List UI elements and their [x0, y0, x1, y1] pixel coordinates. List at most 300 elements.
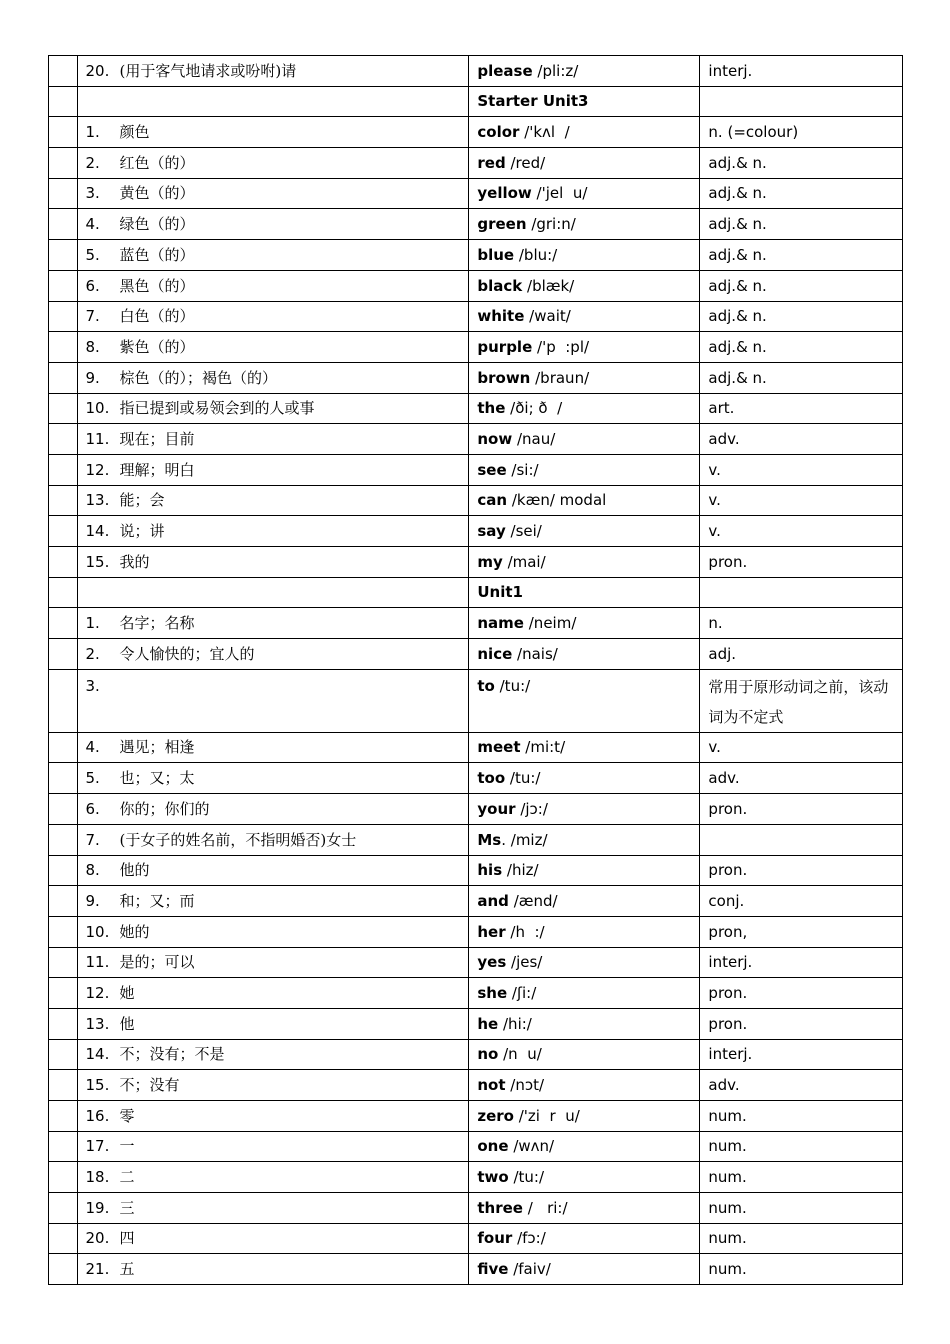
phonetic: /pli:z/ [532, 61, 579, 80]
chinese-meaning: 理解；明白 [119, 460, 195, 479]
chinese-meaning: 一 [119, 1137, 135, 1156]
part-of-speech: v. [700, 485, 903, 516]
part-of-speech: v. [700, 454, 903, 485]
word-cell [469, 1039, 700, 1070]
vocab-row [49, 1254, 903, 1285]
entry-number: 10. [85, 922, 110, 941]
vocab-row [49, 763, 903, 794]
part-of-speech: adj.& n. [700, 209, 903, 240]
part-of-speech: adj.& n. [700, 362, 903, 393]
phonetic: /jes/ [506, 953, 543, 972]
word-cell [469, 1193, 700, 1224]
vocabulary-table-body [49, 56, 903, 1285]
vocab-row [49, 424, 903, 455]
phonetic: /wʌn/ [508, 1137, 555, 1156]
vocab-row [49, 824, 903, 855]
part-of-speech: num. [700, 1101, 903, 1132]
phonetic: /ʃi:/ [507, 983, 537, 1002]
row-spacer-cell [49, 794, 78, 825]
phonetic: /sei/ [505, 522, 542, 540]
chinese-meaning: 二 [119, 1168, 135, 1187]
part-of-speech: pron. [700, 547, 903, 578]
entry-number: 12. [85, 983, 110, 1002]
vocab-row [49, 1162, 903, 1193]
entry-number: 1. [85, 614, 100, 633]
entry-number: 9. [85, 368, 100, 387]
meaning-cell [77, 1254, 469, 1285]
phonetic: /hiz/ [502, 861, 539, 880]
vocab-row [49, 1008, 903, 1039]
vocab-row [49, 56, 903, 87]
meaning-cell [77, 332, 469, 363]
meaning-cell [77, 886, 469, 917]
section-header-blank [77, 86, 469, 117]
row-spacer-cell [49, 178, 78, 209]
english-word: black [477, 276, 523, 295]
meaning-cell [77, 393, 469, 424]
word-cell [469, 332, 700, 363]
vocab-row [49, 270, 903, 301]
meaning-cell [77, 240, 469, 271]
section-title: Starter Unit3 [469, 86, 700, 117]
phonetic: /gri:n/ [526, 215, 576, 234]
word-cell [469, 1008, 700, 1039]
part-of-speech: adv. [700, 1070, 903, 1101]
entry-number: 7. [85, 830, 100, 849]
word-cell [469, 178, 700, 209]
meaning-cell [77, 1039, 469, 1070]
part-of-speech: adj.& n. [700, 270, 903, 301]
vocab-row [49, 639, 903, 670]
part-of-speech: interj. [700, 947, 903, 978]
word-cell [469, 1131, 700, 1162]
vocab-row [49, 1223, 903, 1254]
phonetic: /blæk/ [522, 276, 575, 295]
vocab-row [49, 393, 903, 424]
section-header-blank [700, 577, 903, 608]
row-spacer-cell [49, 332, 78, 363]
meaning-cell [77, 56, 469, 87]
meaning-cell [77, 947, 469, 978]
meaning-cell [77, 916, 469, 947]
entry-number: 18. [85, 1168, 110, 1187]
meaning-cell [77, 855, 469, 886]
phonetic: / ri:/ [522, 1198, 568, 1217]
meaning-cell [77, 301, 469, 332]
entry-number: 14. [85, 1045, 110, 1064]
row-spacer-cell [49, 454, 78, 485]
chinese-meaning: 不；没有；不是 [119, 1045, 225, 1064]
entry-number: 10. [85, 399, 110, 418]
meaning-cell [77, 608, 469, 639]
entry-number: 12. [85, 460, 110, 479]
phonetic: /neim/ [523, 614, 577, 633]
english-word: your [477, 799, 516, 818]
vocab-row [49, 1131, 903, 1162]
phonetic: /nau/ [512, 429, 556, 448]
part-of-speech: pron. [700, 794, 903, 825]
vocab-row [49, 855, 903, 886]
english-word: blue [477, 245, 515, 264]
phonetic: /n u/ [498, 1045, 542, 1064]
meaning-cell [77, 1008, 469, 1039]
phonetic: /nɔt/ [505, 1076, 545, 1094]
meaning-cell [77, 794, 469, 825]
part-of-speech: pron. [700, 1008, 903, 1039]
word-cell [469, 824, 700, 855]
entry-number: 8. [85, 861, 100, 880]
word-cell [469, 916, 700, 947]
entry-number: 14. [85, 522, 110, 540]
word-cell [469, 608, 700, 639]
chinese-meaning: 他 [119, 1014, 135, 1033]
row-spacer-cell [49, 1131, 78, 1162]
meaning-cell [77, 1223, 469, 1254]
row-spacer-cell [49, 485, 78, 516]
english-word: his [477, 861, 503, 880]
part-of-speech: adv. [700, 763, 903, 794]
part-of-speech: num. [700, 1254, 903, 1285]
word-cell [469, 301, 700, 332]
phonetic: /mi:t/ [520, 738, 566, 757]
meaning-cell [77, 824, 469, 855]
row-spacer-cell [49, 1254, 78, 1285]
vocabulary-table [48, 55, 903, 1285]
row-spacer-cell [49, 516, 78, 547]
english-word: the [477, 399, 506, 418]
word-cell [469, 794, 700, 825]
chinese-meaning: (用于客气地请求或吩咐)请 [119, 61, 297, 80]
entry-number: 3. [85, 184, 100, 203]
entry-number: 9. [85, 891, 100, 910]
word-cell [469, 516, 700, 547]
vocab-row [49, 332, 903, 363]
chinese-meaning: 名字；名称 [119, 614, 195, 633]
part-of-speech: n. (=colour) [700, 117, 903, 148]
chinese-meaning: 能；会 [119, 491, 165, 510]
part-of-speech: num. [700, 1162, 903, 1193]
english-word: her [477, 922, 506, 941]
word-cell [469, 148, 700, 179]
english-word: my [477, 552, 503, 571]
phonetic: /wait/ [524, 307, 571, 326]
word-cell [469, 732, 700, 763]
meaning-cell [77, 516, 469, 547]
word-cell [469, 669, 700, 732]
entry-number: 1. [85, 123, 100, 142]
part-of-speech: v. [700, 732, 903, 763]
section-title: Unit1 [469, 577, 700, 608]
word-cell [469, 240, 700, 271]
entry-number: 8. [85, 337, 100, 356]
part-of-speech: interj. [700, 1039, 903, 1070]
vocab-row [49, 516, 903, 547]
entry-number: 4. [85, 215, 100, 234]
vocab-row [49, 485, 903, 516]
english-word: yes [477, 953, 507, 972]
part-of-speech: pron. [700, 978, 903, 1009]
entry-number: 13. [85, 491, 110, 510]
row-spacer-cell [49, 1193, 78, 1224]
meaning-cell [77, 1101, 469, 1132]
row-spacer-cell [49, 1101, 78, 1132]
meaning-cell [77, 1193, 469, 1224]
part-of-speech: num. [700, 1223, 903, 1254]
chinese-meaning: (于女子的姓名前，不指明婚否)女士 [119, 830, 357, 849]
phonetic: /tu:/ [508, 1168, 545, 1187]
word-cell [469, 886, 700, 917]
word-cell [469, 424, 700, 455]
phonetic: /ænd/ [508, 891, 558, 910]
chinese-meaning: 红色（的） [119, 153, 195, 172]
vocab-row [49, 1101, 903, 1132]
chinese-meaning: 我的 [119, 552, 150, 571]
vocab-row [49, 978, 903, 1009]
english-word: red [477, 153, 506, 172]
row-spacer-cell [49, 301, 78, 332]
chinese-meaning: 令人愉快的；宜人的 [119, 644, 255, 663]
english-word: can [477, 491, 508, 510]
word-cell [469, 763, 700, 794]
row-spacer-cell [49, 209, 78, 240]
vocab-row [49, 608, 903, 639]
chinese-meaning: 绿色（的） [119, 215, 195, 234]
meaning-cell [77, 763, 469, 794]
row-spacer-cell [49, 978, 78, 1009]
word-cell [469, 270, 700, 301]
entry-number: 11. [85, 429, 110, 448]
english-word: three [477, 1198, 523, 1217]
phonetic: /tu:/ [494, 676, 531, 695]
english-word: say [477, 522, 506, 540]
part-of-speech: num. [700, 1131, 903, 1162]
entry-number: 13. [85, 1014, 110, 1033]
section-header-row [49, 86, 903, 117]
phonetic: /'zi r u/ [513, 1106, 580, 1125]
word-cell [469, 947, 700, 978]
entry-number: 11. [85, 953, 110, 972]
vocab-row [49, 547, 903, 578]
section-header-blank [700, 86, 903, 117]
part-of-speech: adj.& n. [700, 178, 903, 209]
vocab-row [49, 117, 903, 148]
chinese-meaning: 遇见；相逢 [119, 738, 195, 757]
chinese-meaning: 你的；你们的 [119, 799, 210, 818]
meaning-cell [77, 362, 469, 393]
meaning-cell [77, 669, 469, 732]
vocab-row [49, 240, 903, 271]
part-of-speech: adj. [700, 639, 903, 670]
meaning-cell [77, 639, 469, 670]
english-word: name [477, 614, 524, 633]
word-cell [469, 454, 700, 485]
phonetic: /'jel u/ [531, 184, 588, 203]
word-cell [469, 362, 700, 393]
chinese-meaning: 不；没有 [119, 1076, 180, 1094]
word-cell [469, 547, 700, 578]
section-header-blank [77, 577, 469, 608]
chinese-meaning: 她 [119, 983, 135, 1002]
meaning-cell [77, 209, 469, 240]
vocab-row [49, 1039, 903, 1070]
english-word: no [477, 1045, 499, 1064]
meaning-cell [77, 148, 469, 179]
phonetic: /hi:/ [498, 1014, 532, 1033]
english-word: please [477, 61, 533, 80]
word-cell [469, 978, 700, 1009]
english-word: see [477, 460, 507, 479]
english-word: not [477, 1076, 506, 1094]
row-spacer-cell [49, 148, 78, 179]
part-of-speech: adj.& n. [700, 301, 903, 332]
vocab-row [49, 916, 903, 947]
entry-number: 15. [85, 552, 110, 571]
english-word: five [477, 1260, 509, 1279]
phonetic: /nais/ [512, 644, 558, 663]
phonetic: /blu:/ [514, 245, 558, 264]
english-word: color [477, 123, 520, 142]
phonetic: /jɔ:/ [515, 799, 548, 818]
entry-number: 20. [85, 1229, 110, 1248]
section-header-row [49, 577, 903, 608]
vocab-row [49, 454, 903, 485]
vocab-row [49, 886, 903, 917]
phonetic: /tu:/ [505, 769, 541, 788]
part-of-speech: n. [700, 608, 903, 639]
phonetic: /si:/ [506, 460, 539, 479]
part-of-speech: adj.& n. [700, 332, 903, 363]
part-of-speech: adj.& n. [700, 148, 903, 179]
part-of-speech: art. [700, 393, 903, 424]
part-of-speech: adj.& n. [700, 240, 903, 271]
word-cell [469, 117, 700, 148]
entry-number: 5. [85, 245, 100, 264]
vocab-row [49, 178, 903, 209]
meaning-cell [77, 547, 469, 578]
chinese-meaning: 是的；可以 [119, 953, 195, 972]
meaning-cell [77, 178, 469, 209]
chinese-meaning: 颜色 [119, 123, 150, 142]
vocab-row [49, 1070, 903, 1101]
chinese-meaning: 三 [119, 1198, 135, 1217]
vocab-row [49, 947, 903, 978]
row-spacer-cell [49, 547, 78, 578]
part-of-speech: 常用于原形动词之前，该动词为不定式 [700, 669, 903, 732]
phonetic: . /miz/ [501, 830, 548, 849]
row-spacer-cell [49, 424, 78, 455]
row-spacer-cell [49, 855, 78, 886]
english-word: nice [477, 644, 513, 663]
meaning-cell [77, 270, 469, 301]
part-of-speech [700, 824, 903, 855]
row-spacer-cell [49, 1008, 78, 1039]
english-word: now [477, 429, 513, 448]
row-spacer-cell [49, 886, 78, 917]
english-word: four [477, 1229, 513, 1248]
row-spacer-cell [49, 56, 78, 87]
entry-number: 2. [85, 153, 100, 172]
english-word: white [477, 307, 525, 326]
part-of-speech: adv. [700, 424, 903, 455]
chinese-meaning: 指已提到或易领会到的人或事 [119, 399, 315, 418]
entry-number: 5. [85, 769, 100, 788]
row-spacer-cell [49, 240, 78, 271]
phonetic: /ði; ð / [505, 399, 563, 418]
chinese-meaning: 现在；目前 [119, 429, 195, 448]
phonetic: /'kʌl / [519, 123, 570, 142]
meaning-cell [77, 978, 469, 1009]
chinese-meaning: 黑色（的） [119, 276, 195, 295]
word-cell [469, 855, 700, 886]
phonetic: /kæn/ modal [507, 491, 607, 510]
row-spacer-cell [49, 270, 78, 301]
row-spacer-cell [49, 763, 78, 794]
phonetic: /'p :pl/ [532, 337, 590, 356]
entry-number: 21. [85, 1260, 110, 1279]
phonetic: /braun/ [530, 368, 590, 387]
english-word: zero [477, 1106, 514, 1125]
vocab-row [49, 1193, 903, 1224]
chinese-meaning: 和；又；而 [119, 891, 195, 910]
entry-number: 17. [85, 1137, 110, 1156]
chinese-meaning: 黄色（的） [119, 184, 195, 203]
phonetic: /mai/ [502, 552, 546, 571]
english-word: to [477, 676, 495, 695]
meaning-cell [77, 485, 469, 516]
meaning-cell [77, 1162, 469, 1193]
chinese-meaning: 也；又；太 [119, 769, 195, 788]
meaning-cell [77, 732, 469, 763]
meaning-cell [77, 117, 469, 148]
row-spacer-cell [49, 669, 78, 732]
entry-number: 4. [85, 738, 100, 757]
vocab-row [49, 732, 903, 763]
word-cell [469, 1223, 700, 1254]
english-word: she [477, 983, 508, 1002]
entry-number: 19. [85, 1198, 110, 1217]
english-word: two [477, 1168, 509, 1187]
word-cell [469, 393, 700, 424]
word-cell [469, 1162, 700, 1193]
chinese-meaning: 紫色（的） [119, 337, 195, 356]
english-word: and [477, 891, 509, 910]
phonetic: /faiv/ [508, 1260, 551, 1279]
row-spacer-cell [49, 639, 78, 670]
row-spacer-cell [49, 1223, 78, 1254]
phonetic: /red/ [505, 153, 546, 172]
phonetic: /h :/ [505, 922, 545, 941]
phonetic: /fɔ:/ [512, 1229, 546, 1248]
row-spacer-cell [49, 1162, 78, 1193]
part-of-speech: v. [700, 516, 903, 547]
english-word: he [477, 1014, 499, 1033]
row-spacer-cell [49, 117, 78, 148]
chinese-meaning: 零 [119, 1106, 135, 1125]
row-spacer-cell [49, 1039, 78, 1070]
row-spacer-cell [49, 393, 78, 424]
entry-number: 3. [85, 676, 100, 695]
vocab-row [49, 148, 903, 179]
part-of-speech: pron, [700, 916, 903, 947]
word-cell [469, 1254, 700, 1285]
english-word: purple [477, 337, 533, 356]
meaning-cell [77, 1070, 469, 1101]
chinese-meaning: 她的 [119, 922, 150, 941]
word-cell [469, 209, 700, 240]
part-of-speech: num. [700, 1193, 903, 1224]
row-spacer-cell [49, 577, 78, 608]
word-cell [469, 1070, 700, 1101]
